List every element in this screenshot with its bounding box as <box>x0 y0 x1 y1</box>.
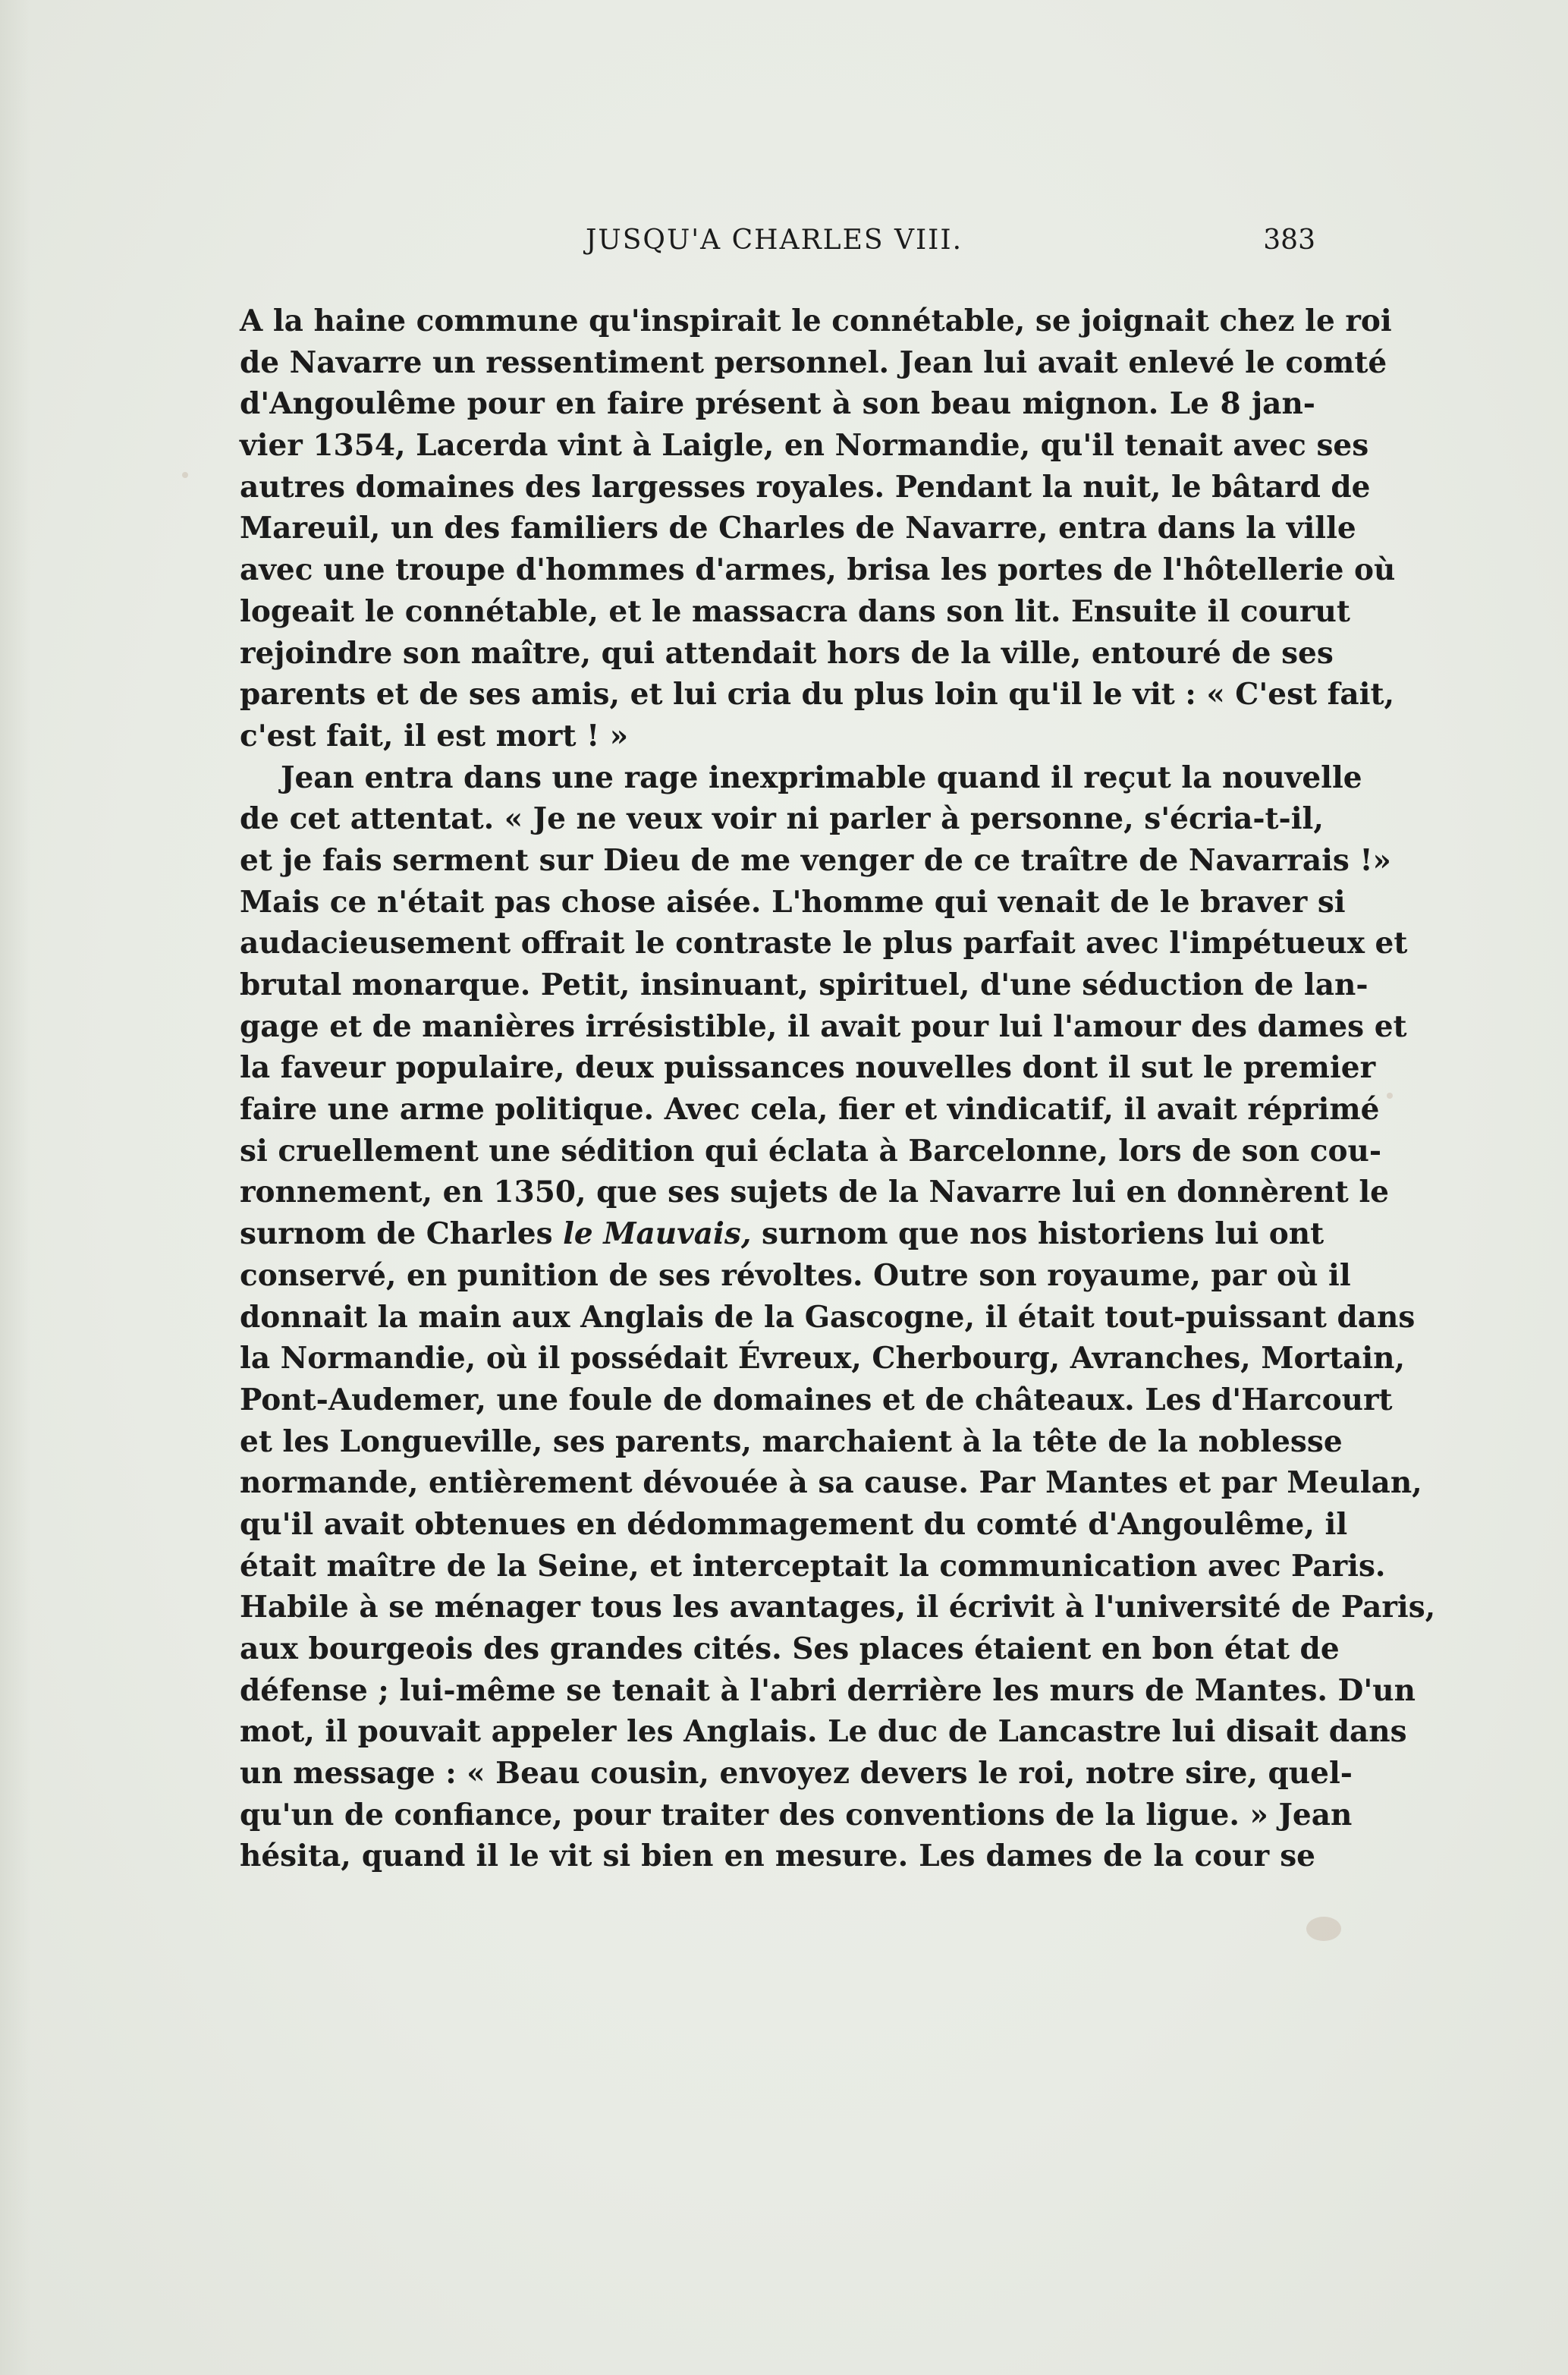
text-line: aux bourgeois des grandes cités. Ses places étaient en bon état de <box>240 1631 1340 1666</box>
text-line: Habile à se ménager tous les avantages, il écrivit à l'université de Paris, <box>240 1590 1436 1625</box>
paper-stain <box>182 472 188 478</box>
text-line: normande, entièrement dévouée à sa cause. Par Mantes et par Meulan, <box>240 1465 1422 1501</box>
running-title: JUSQU'A CHARLES VIII. <box>586 225 963 256</box>
text-line: Mareuil, un des familiers de Charles de Navarre, entra dans la ville <box>240 511 1356 546</box>
text-line: si cruellement une sédition qui éclata à Barcelonne, lors de son cou- <box>240 1133 1382 1169</box>
text-line: d'Angoulême pour en faire présent à son beau mignon. Le 8 jan- <box>240 386 1315 422</box>
text-line: rejoindre son maître, qui attendait hors de la ville, entouré de ses <box>240 635 1334 671</box>
paper-stain <box>1306 1917 1341 1941</box>
text-line: Mais ce n'était pas chose aisée. L'homme qui venait de le braver si <box>240 884 1346 920</box>
text-line: vier 1354, Lacerda vint à Laigle, en Normandie, qu'il tenait avec ses <box>240 428 1369 464</box>
page-number: 383 <box>1263 225 1315 256</box>
text-line: la Normandie, où il possédait Évreux, Cherbourg, Avranches, Mortain, <box>240 1341 1406 1376</box>
paper-stain <box>1387 1093 1393 1099</box>
text-line: de Navarre un ressentiment personnel. Jean lui avait enlevé le comté <box>240 344 1387 380</box>
text-line-end: surnom que nos historiens lui ont <box>751 1216 1324 1252</box>
text-line: autres domaines des largesses royales. Pendant la nuit, le bâtard de <box>240 469 1371 505</box>
text-line: mot, il pouvait appeler les Anglais. Le duc de Lancastre lui disait dans <box>240 1714 1407 1750</box>
body-text <box>240 300 1436 1877</box>
text-line: un message : « Beau cousin, envoyez devers le roi, notre sire, quel- <box>240 1756 1353 1791</box>
text-line: conservé, en punition de ses révoltes. Outre son royaume, par où il <box>240 1257 1351 1293</box>
running-head <box>240 225 1315 270</box>
text-line: défense ; lui-même se tenait à l'abri derrière les murs de Mantes. D'un <box>240 1672 1416 1708</box>
text-line: parents et de ses amis, et lui cria du plus loin qu'il le vit : « C'est fait, <box>240 677 1395 712</box>
text-line: de cet attentat. « Je ne veux voir ni parler à personne, s'écria-t-il, <box>240 801 1324 837</box>
text-line: A la haine commune qu'inspirait le connétable, se joignait chez le roi <box>240 304 1392 338</box>
text-line: brutal monarque. Petit, insinuant, spirituel, d'une séduction de lan- <box>240 967 1368 1002</box>
text-line: qu'un de confiance, pour traiter des conventions de la ligue. » Jean <box>240 1797 1353 1832</box>
text-line: audacieusement offrait le contraste le plus parfait avec l'impétueux et <box>240 926 1408 961</box>
text-line-with-italic <box>240 1213 1324 1255</box>
text-line: et les Longueville, ses parents, marchaient à la tête de la noblesse <box>240 1423 1343 1459</box>
text-line: gage et de manières irrésistible, il avait pour lui l'amour des dames et <box>240 1008 1407 1044</box>
text-line: avec une troupe d'hommes d'armes, brisa les portes de l'hôtellerie où <box>240 552 1396 588</box>
text-line: était maître de la Seine, et interceptait la communication avec Paris. <box>240 1548 1386 1584</box>
text-line: qu'il avait obtenues en dédommagement du comté d'Angoulême, il <box>240 1506 1348 1542</box>
text-line: la faveur populaire, deux puissances nouvelles dont il sut le premier <box>240 1050 1376 1086</box>
italic-phrase: le Mauvais, <box>563 1216 752 1252</box>
text-line: logeait le connétable, et le massacra dans son lit. Ensuite il courut <box>240 593 1350 629</box>
text-line: faire une arme politique. Avec cela, fier et vindicatif, il avait réprimé <box>240 1092 1380 1128</box>
text-line: ronnement, en 1350, que ses sujets de la Navarre lui en donnèrent le <box>240 1175 1389 1210</box>
text-line: et je fais serment sur Dieu de me venger de ce traître de Navarrais !» <box>240 842 1391 878</box>
text-line: c'est fait, il est mort ! » <box>240 718 629 753</box>
text-line: Pont-Audemer, une foule de domaines et de châteaux. Les d'Harcourt <box>240 1382 1393 1417</box>
text-line: donnait la main aux Anglais de la Gascogne, il était tout-puissant dans <box>240 1299 1416 1335</box>
text-line: Jean entra dans une rage inexprimable quand il reçut la nouvelle <box>281 760 1362 795</box>
text-line-start: surnom de Charles <box>240 1216 564 1252</box>
text-line: hésita, quand il le vit si bien en mesure. Les dames de la cour se <box>240 1839 1315 1874</box>
spine-shadow <box>0 0 30 2375</box>
